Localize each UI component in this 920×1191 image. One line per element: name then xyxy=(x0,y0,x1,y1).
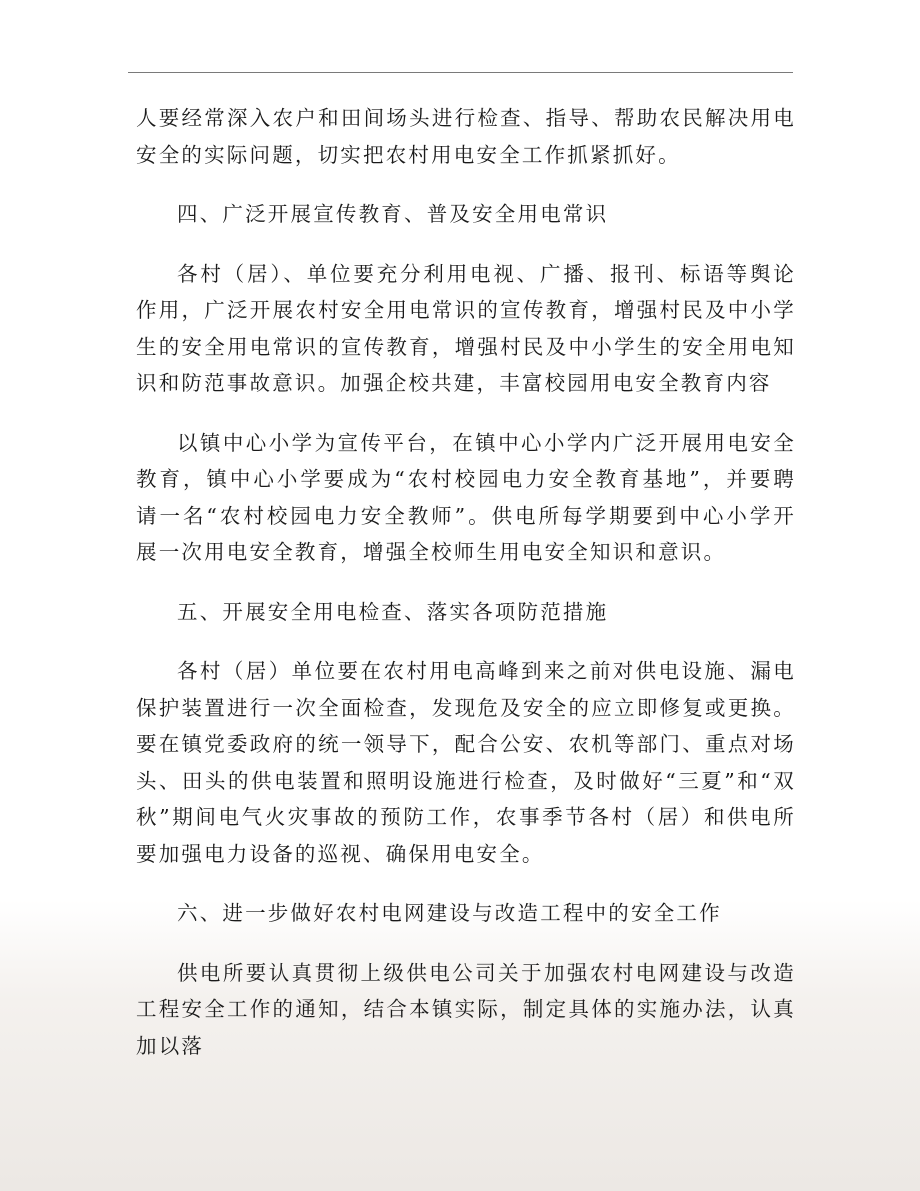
paragraph-continuation: 人要经常深入农户和田间场头进行检查、指导、帮助农民解决用电安全的实际问题，切实把农村用电安全工作抓紧抓好。 xyxy=(136,106,796,167)
header-rule xyxy=(128,72,793,73)
paragraph: 各村（居）、单位要充分利用电视、广播、报刊、标语等舆论作用，广泛开展农村安全用电常识的宣传教育，增强村民及中小学生的安全用电常识的宣传教育，增强村民及中小学生的安全用电知识和防范事故意识。加强企校共建，丰富校园用电安全教育内容 xyxy=(136,261,796,395)
paragraph: 各村（居）单位要在农村用电高峰到来之前对供电设施、漏电保护装置进行一次全面检查，发现危及安全的应立即修复或更换。要在镇党委政府的统一领导下，配合公安、农机等部门、重点对场头、田头的供电装置和照明设施进行检查，及时做好“三夏”和“双秋”期间电气火灾事故的预防工作，农事季节各村（居）和供电所要加强电力设备的巡视、确保用电安全。 xyxy=(136,659,796,866)
document-body xyxy=(136,100,796,1087)
section-heading-4: 四、广泛开展宣传教育、普及安全用电常识 xyxy=(177,202,609,226)
paragraph: 以镇中心小学为宣传平台，在镇中心小学内广泛开展用电安全教育，镇中心小学要成为“农村校园电力安全教育基地”，并要聘请一名“农村校园电力安全教师”。供电所每学期要到中心小学开展一次用电安全教育，增强全校师生用电安全知识和意识。 xyxy=(136,430,796,564)
section-heading-6: 六、进一步做好农村电网建设与改造工程中的安全工作 xyxy=(177,901,722,925)
section-heading-5: 五、开展安全用电检查、落实各项防范措施 xyxy=(177,599,609,624)
paragraph: 供电所要认真贯彻上级供电公司关于加强农村电网建设与改造工程安全工作的通知，结合本镇实际，制定具体的实施办法，认真加以落 xyxy=(136,960,796,1058)
